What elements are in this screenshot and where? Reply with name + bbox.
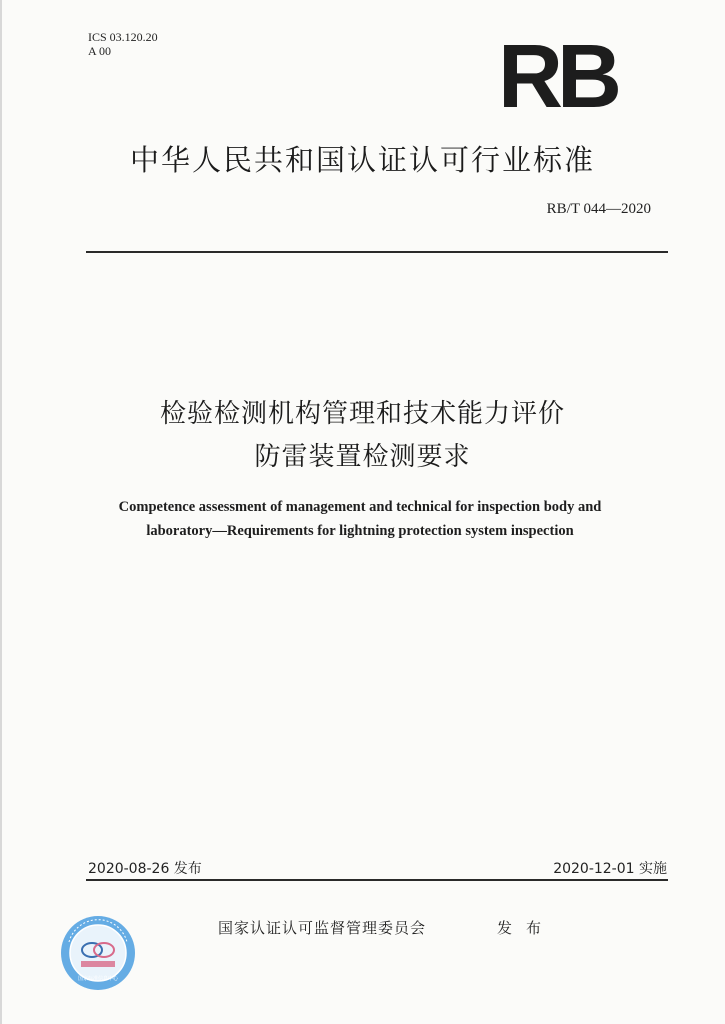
publish-char-1: 发 — [497, 919, 513, 937]
seal-stamp — [59, 914, 137, 992]
en-title-line2: laboratory—Requirements for lightning protection system inspection — [146, 523, 574, 539]
rb-logo — [486, 40, 628, 110]
issue-date: 2020-08-26 发布 — [88, 861, 202, 877]
standard-number: RB/T 044—2020 — [546, 201, 651, 217]
ics-code: ICS 03.120.20 — [88, 30, 158, 44]
standard-series-title: 中华人民共和国认证认可行业标准 — [129, 143, 595, 177]
implementation-date: 2020-12-01 实施 — [553, 861, 667, 877]
ics-class: A 00 — [88, 44, 112, 58]
top-divider — [86, 251, 668, 253]
issuing-authority: 国家认证认可监督管理委员会 — [218, 919, 427, 937]
en-title-line1: Competence assessment of management and technical for inspection body and — [118, 499, 602, 515]
cn-title-line2: 防雷装置检测要求 — [254, 442, 471, 472]
svg-text:国家标准信息中心: 国家标准信息中心 — [77, 976, 119, 982]
publish-label — [497, 917, 555, 938]
rb-logo-text: RB — [498, 40, 616, 110]
ics-block — [88, 30, 158, 58]
publish-char-2: 布 — [526, 919, 542, 937]
cn-title-line1: 检验检测机构管理和技术能力评价 — [159, 399, 565, 429]
bottom-divider — [86, 879, 668, 881]
